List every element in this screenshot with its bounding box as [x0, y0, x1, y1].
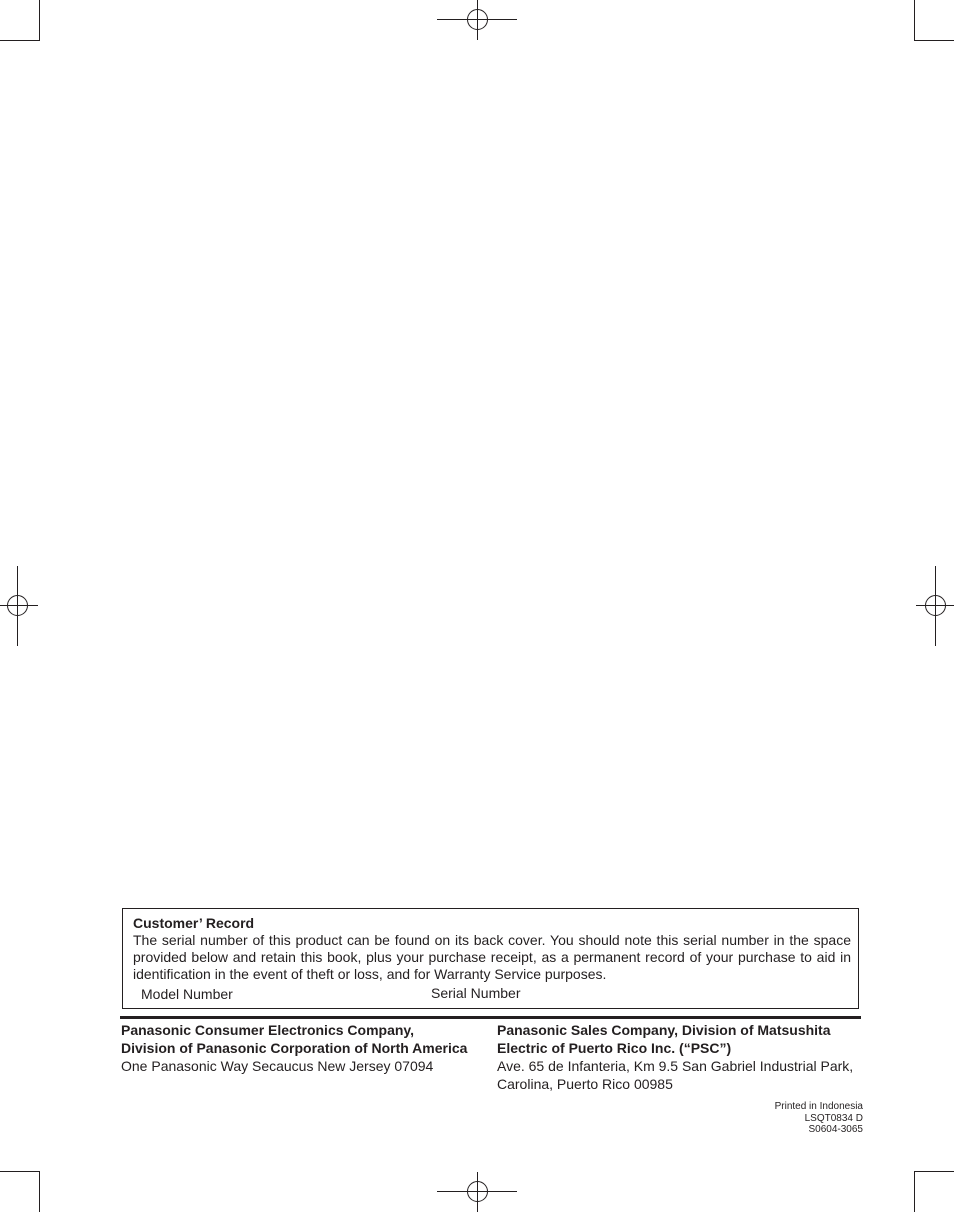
- serial-number-label: Serial Number: [431, 985, 521, 1001]
- registration-mark-top: [437, 0, 517, 40]
- model-number-label: Model Number: [141, 986, 233, 1002]
- crop-mark-bottom-left: [0, 1171, 40, 1212]
- company-name-line: Electric of Puerto Rico Inc. (“PSC”): [497, 1040, 732, 1056]
- printed-in-text: Printed in Indonesia: [774, 1101, 863, 1112]
- company-name-line: Division of Panasonic Corporation of North America: [121, 1040, 468, 1056]
- print-info: [775, 1101, 863, 1136]
- company-address: Carolina, Puerto Rico 00985: [497, 1076, 673, 1092]
- document-code: S0604-3065: [808, 1124, 863, 1135]
- section-divider: [120, 1016, 861, 1019]
- customer-record-box: [122, 908, 859, 1009]
- registration-mark-left: [0, 566, 38, 646]
- company-info-right: [497, 1021, 867, 1093]
- customer-record-text: The serial number of this product can be found on its back cover. You should note this serial number in the space provided below and retain this book, plus your purchase receipt, as a permanent record of your purchase to aid in identification in the event of theft or loss, and for Warranty Service purposes.: [133, 932, 851, 982]
- company-name-line: Panasonic Sales Company, Division of Matsushita: [497, 1022, 831, 1038]
- registration-mark-right: [916, 566, 954, 646]
- company-address: One Panasonic Way Secaucus New Jersey 07094: [121, 1058, 434, 1074]
- registration-mark-bottom: [437, 1172, 517, 1212]
- crop-mark-top-left: [0, 0, 40, 41]
- company-name-line: Panasonic Consumer Electronics Company,: [121, 1022, 415, 1038]
- crop-mark-bottom-right: [914, 1171, 954, 1212]
- document-code: LSQT0834 D: [804, 1112, 863, 1124]
- company-address: Ave. 65 de Infanteria, Km 9.5 San Gabriel Industrial Park,: [497, 1058, 854, 1074]
- customer-record-title: Customer’ Record: [133, 915, 255, 931]
- company-info-left: [121, 1021, 491, 1075]
- crop-mark-top-right: [914, 0, 954, 41]
